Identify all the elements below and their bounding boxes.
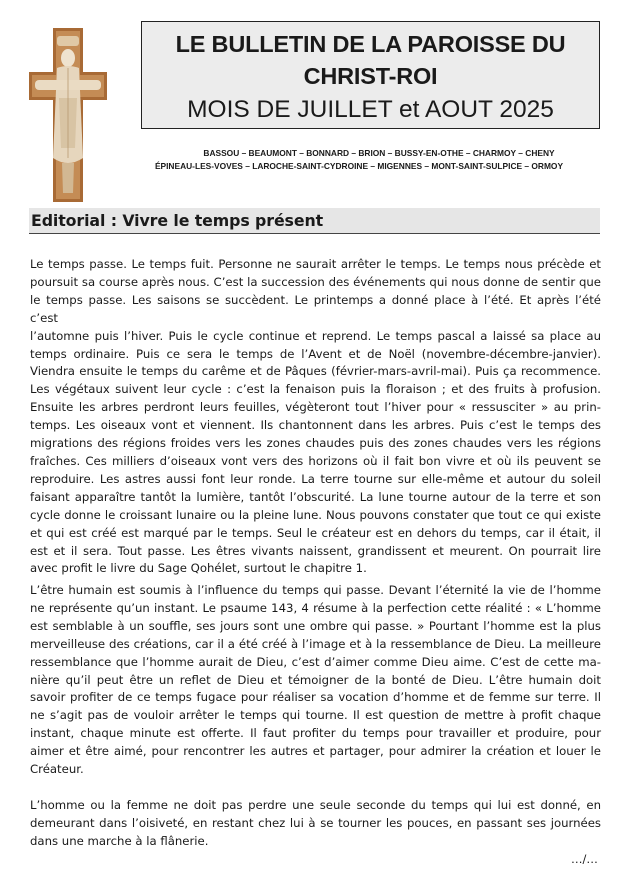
text-line: avec profit le livre du Sage Qohélet, surtout le chapitre 1. (30, 561, 367, 576)
editorial-heading: Editorial : Vivre le temps présent (31, 211, 324, 230)
title-line-1: LE BULLETIN DE LA PAROISSE DU (175, 31, 566, 57)
text-line: Viendra ensuite le temps du carême et de Pâques (février-mars-avril-mai). Puis ça recommence. (30, 364, 601, 379)
text-line: faisant apparaître tantôt la lumière, tantôt l’obscurité. La lune tourne autour de la terre et son (30, 489, 601, 504)
text-line: ressemblance que l’homme aurait de Dieu, c’est d’aimer comme Dieu aime. C’est de cette ma- (30, 654, 601, 669)
text-line: est semblable à un souffle, ses jours sont une ombre qui passe. » Pourtant l’homme est la plus (30, 618, 601, 633)
christ-roi-cross-image (29, 28, 107, 202)
editorial-heading-bar (29, 208, 600, 234)
text-line: l’automne puis l’hiver. Puis le cycle continue et reprend. Le temps pascal a laissé sa place au (30, 328, 601, 343)
text-line: dans une marche à la flânerie. (30, 833, 209, 848)
text-line: nière qu’il peut être un reflet de Dieu et témoigner de la bonté de Dieu. L’être humain doit (30, 672, 601, 687)
text-line: cycle donne le croissant lunaire ou la pleine lune. Nous pouvons constater que tout ce qui existe (30, 507, 601, 522)
text-line: ne s’agit pas de vouloir arrêter le temps qui tourne. Il est question de mettre à profit chaque (30, 708, 601, 723)
editorial-paragraph-1 (30, 256, 601, 578)
text-line: ne représente qu’un instant. Le psaume 143, 4 résume à la perfection cette réalité : « L’homme (30, 600, 601, 615)
bulletin-issue-date: MOIS DE JUILLET et AOUT 2025 (187, 96, 554, 123)
editorial-paragraph-2 (30, 582, 601, 779)
text-line: savoir profiter de ce temps fugace pour réaliser sa vocation d’homme et de femme sur terre. Il (30, 690, 601, 705)
text-line: Le temps passe. Le temps fuit. Personne ne saurait arrêter le temps. Le temps nous précède et (30, 257, 601, 271)
villages-line-1: BASSOU – BEAUMONT – BONNARD – BRION – BUSSY-EN-OTHE – CHARMOY – CHENY (203, 148, 555, 158)
text-line: migrations des régions froides vers les zones chaudes puis des zones chaudes vers les régions (30, 436, 601, 451)
editorial-paragraph-3 (30, 797, 601, 851)
text-line: Les végétaux suivent leur cycle : c’est la fenaison puis la floraison ; et des fruits à profusion. (30, 382, 601, 397)
text-line: reproduire. Les astres aussi font leur ronde. La terre tourne sur elle-même et autour du soleil (30, 471, 601, 486)
text-line: demeurant dans l’oisiveté, en restant chez lui à se tourner les pouces, en passant ses journées (30, 815, 601, 830)
text-line: fraîches. Ces milliers d’oiseaux vont vers des horizons où il fait bon vivre et où ils peuvent se (30, 453, 601, 468)
text-line: le temps passe. Les saisons se succèdent. Le printemps a donné place à l’été. Et après l’été c’est (30, 292, 601, 325)
text-line: instant, chaque minute est offerte. Il faut profiter du temps pour travailler et produire, pour (30, 726, 601, 741)
continued-marker: …/… (571, 852, 598, 866)
text-line: aimer et être aimé, pour rencontrer les autres et partager, pour admirer la création et louer le (30, 744, 601, 759)
villages-line-2: ÉPINEAU-LES-VOVES – LAROCHE-SAINT-CYDROINE – MIGENNES – MONT-SAINT-SULPICE – ORMOY (154, 161, 564, 171)
bulletin-title (142, 28, 599, 92)
text-line: et qui est créé est marqué par le temps. Seul le créateur est en dehors du temps, car il était, il (30, 525, 601, 540)
text-line: poursuit sa course après nous. C’est la succession des événements qui nous donne de sentir que (30, 274, 601, 289)
text-line: Créateur. (30, 762, 84, 777)
text-line: L’être humain est soumis à l’influence du temps qui passe. Devant l’éternité la vie de l’homme (30, 583, 601, 597)
text-line: Ensuite les arbres perdront leurs feuilles, végèteront tout l’hiver pour « ressusciter » au prin- (30, 400, 601, 415)
text-line: temps ordinaire. Puis ce sera le temps de l’Avent et de Noël (novembre-décembre-janvier). (30, 346, 601, 361)
bulletin-title-box (141, 21, 600, 129)
text-line: merveilleuse des créations, car il a été créé à l’image et à la ressemblance de Dieu. La meilleure (30, 636, 601, 651)
text-line: temps. Les oiseaux vont et viennent. Ils chantonnent dans les arbres. Puis c’est le temps des (30, 418, 601, 433)
text-line: est et il sera. Tout passe. Les êtres vivants naissent, grandissent et meurent. On pourrait lire (30, 543, 601, 558)
text-line: L’homme ou la femme ne doit pas perdre une seule seconde du temps qui lui est donné, en (30, 798, 601, 812)
title-line-2: CHRIST-ROI (303, 63, 438, 89)
